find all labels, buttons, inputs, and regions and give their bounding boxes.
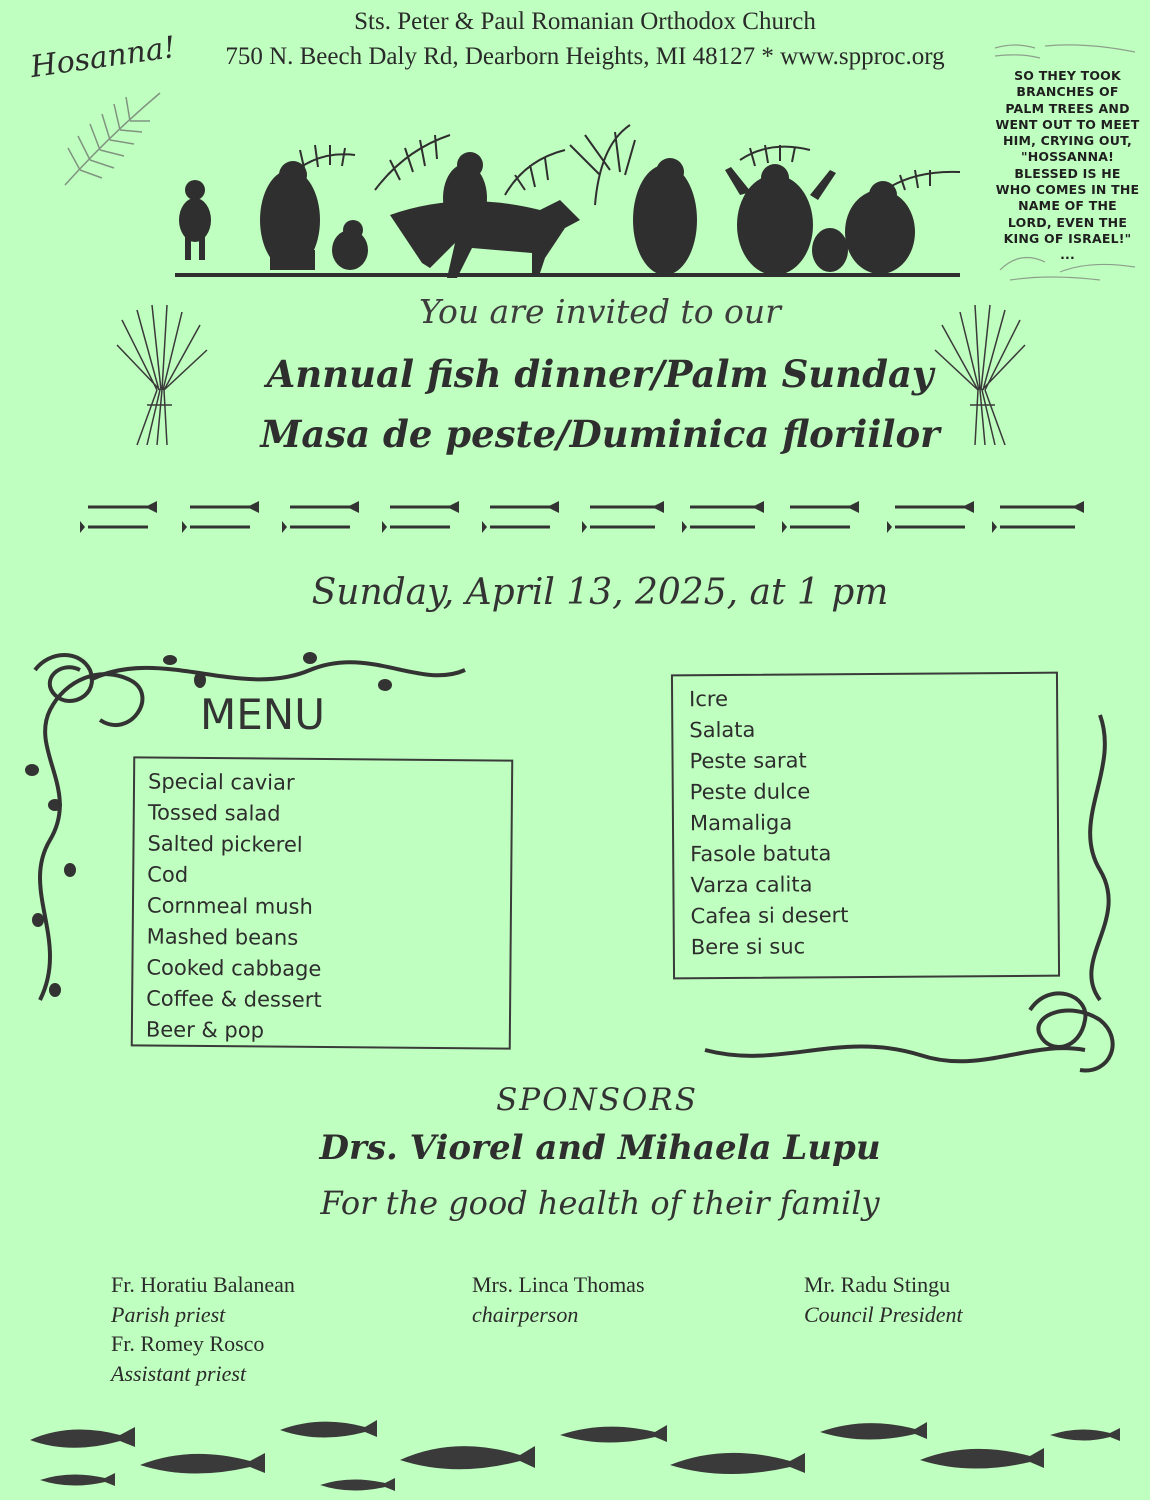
menu-item-ro: Fasole batuta: [690, 841, 832, 867]
invitation-intro: You are invited to our: [419, 292, 781, 331]
event-date: Sunday, April 13, 2025, at 1 pm: [311, 572, 889, 613]
fish-school-border: [20, 1410, 1135, 1495]
signature-role: Assistant priest: [111, 1360, 247, 1386]
menu-item-ro: Peste sarat: [689, 748, 807, 774]
hosanna-lettering: Hosanna!: [28, 30, 178, 85]
signature-name: Mr. Radu Stingu: [804, 1272, 951, 1297]
signature-role: chairperson: [472, 1301, 579, 1327]
menu-item-en: Cooked cabbage: [146, 955, 322, 981]
menu-heading: MENU: [200, 690, 325, 739]
menu-item-en: Special caviar: [147, 769, 295, 795]
menu-item-en: Salted pickerel: [147, 831, 303, 857]
menu-list-english: [131, 756, 514, 1049]
signature-role: Parish priest: [111, 1301, 226, 1327]
menu-item-ro: Cafea si desert: [690, 903, 849, 929]
menu-item-en: Coffee & dessert: [146, 986, 322, 1012]
signature-column-council: [804, 1270, 963, 1329]
menu-item-ro: Peste dulce: [689, 779, 811, 805]
signature-name: Fr. Romey Rosco: [111, 1331, 265, 1356]
menu-item-ro: Salata: [689, 717, 756, 743]
church-name: Sts. Peter & Paul Romanian Orthodox Church: [354, 8, 816, 35]
menu-list-romanian: [671, 672, 1060, 980]
menu-item-ro: Icre: [689, 686, 729, 712]
signature-column-chair: [472, 1270, 645, 1329]
signature-name: Mrs. Linca Thomas: [472, 1272, 645, 1297]
sponsors-heading: SPONSORS: [496, 1082, 698, 1118]
signature-column-clergy: [111, 1270, 295, 1388]
sponsors-dedication: For the good health of their family: [320, 1184, 880, 1222]
fish-border-decoration: [80, 495, 1110, 540]
signature-name: Fr. Horatiu Balanean: [111, 1272, 295, 1297]
event-title-english: Annual fish dinner/Palm Sunday: [266, 352, 934, 396]
menu-item-ro: Mamaliga: [689, 810, 793, 836]
menu-item-en: Cod: [147, 862, 189, 887]
signature-role: Council President: [804, 1301, 963, 1327]
menu-item-en: Tossed salad: [147, 800, 281, 826]
event-title-romanian: Masa de peste/Duminica floriilor: [260, 412, 940, 456]
menu-item-en: Cornmeal mush: [146, 893, 313, 919]
sponsors-names: Drs. Viorel and Mihaela Lupu: [319, 1128, 881, 1168]
palm-sunday-quote: SO THEY TOOK BRANCHES OF PALM TREES AND WENT OUT TO MEET HIM, CRYING OUT, "HOSSANNA! BLESSED IS HE WHO COMES IN THE NAME OF THE LORD, EVEN THE KING OF ISRAEL!" ...: [995, 68, 1140, 263]
menu-item-ro: Bere si suc: [690, 934, 806, 960]
church-address: 750 N. Beech Daly Rd, Dearborn Heights, MI 48127 * www.spproc.org: [225, 43, 945, 70]
palm-frond-icon: [60, 85, 170, 195]
menu-item-en: Beer & pop: [145, 1017, 265, 1043]
menu-item-ro: Varza calita: [690, 872, 813, 898]
menu-item-en: Mashed beans: [146, 924, 299, 950]
palm-sunday-silhouette: [165, 120, 965, 282]
